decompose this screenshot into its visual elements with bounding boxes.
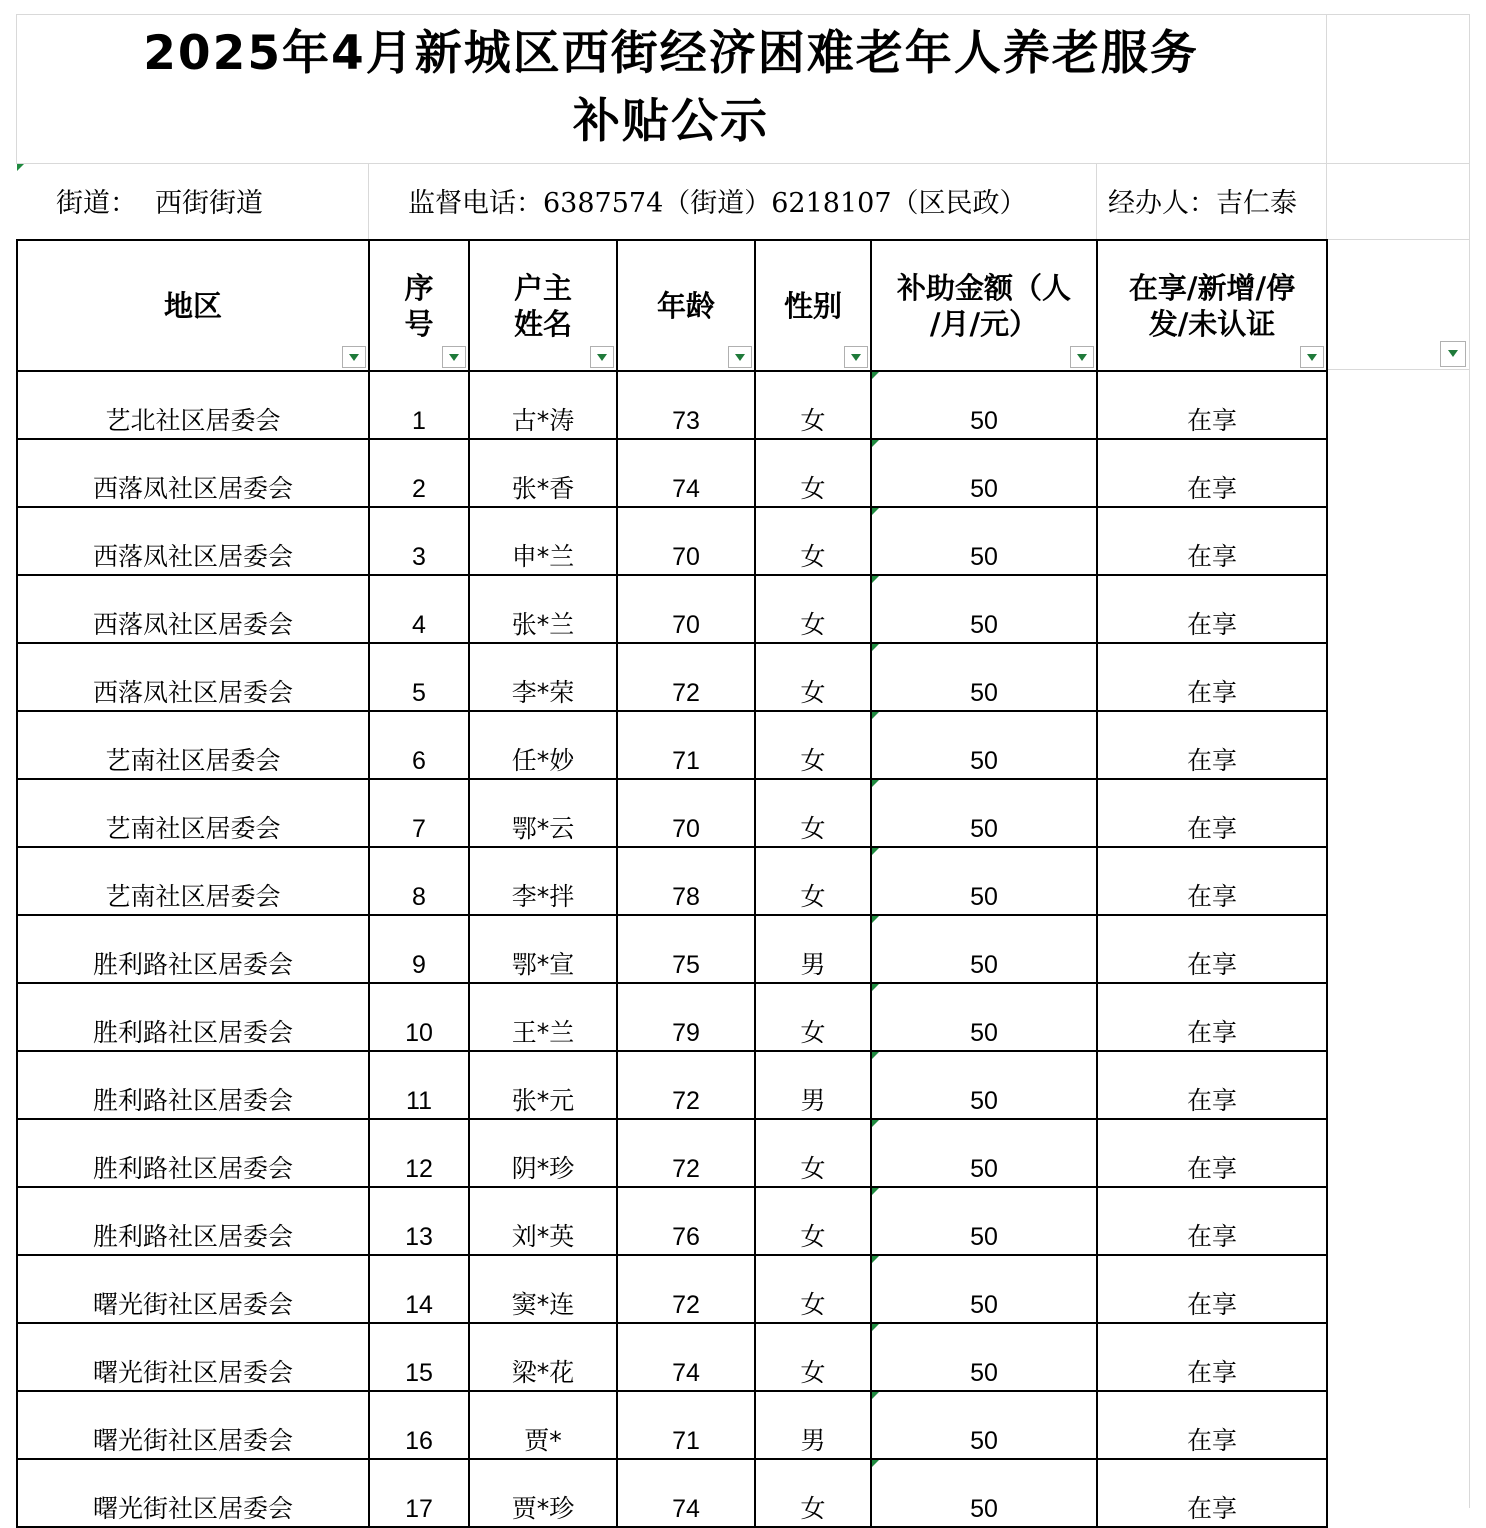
cell-amount[interactable]: 50 (871, 711, 1097, 779)
grid-line (1326, 14, 1327, 240)
cell-gender[interactable]: 女 (755, 439, 871, 507)
cell-name[interactable]: 申*兰 (469, 507, 617, 575)
cell-gender[interactable]: 女 (755, 711, 871, 779)
cell-gender[interactable]: 女 (755, 1255, 871, 1323)
cell-indicator-icon (872, 372, 879, 379)
cell-gender[interactable]: 男 (755, 1391, 871, 1459)
header-status: 在享/新增/停 发/未认证 (1097, 240, 1327, 371)
cell-serial[interactable]: 9 (369, 915, 469, 983)
header-age: 年龄 (617, 240, 755, 371)
cell-area[interactable]: 曙光街社区居委会 (17, 1255, 369, 1323)
cell-name[interactable]: 任*妙 (469, 711, 617, 779)
table-row (17, 1391, 1327, 1459)
cell-amount[interactable]: 50 (871, 1051, 1097, 1119)
cell-amount[interactable]: 50 (871, 507, 1097, 575)
cell-amount[interactable]: 50 (871, 371, 1097, 439)
cell-indicator-icon (872, 1256, 879, 1263)
cell-serial[interactable]: 16 (369, 1391, 469, 1459)
cell-indicator-icon (872, 1392, 879, 1399)
subsidy-table (16, 239, 1328, 1528)
filter-dropdown-icon[interactable] (844, 346, 868, 368)
header-amount: 补助金额（人 /月/元） (871, 240, 1097, 371)
cell-status[interactable]: 在享 (1097, 643, 1327, 711)
cell-name[interactable]: 刘*英 (469, 1187, 617, 1255)
cell-indicator-icon (872, 780, 879, 787)
cell-serial[interactable]: 1 (369, 371, 469, 439)
cell-status[interactable]: 在享 (1097, 847, 1327, 915)
cell-amount[interactable]: 50 (871, 1187, 1097, 1255)
grid-line (1326, 369, 1470, 370)
cell-area[interactable]: 胜利路社区居委会 (17, 1119, 369, 1187)
table-row (17, 1459, 1327, 1527)
cell-status[interactable]: 在享 (1097, 1323, 1327, 1391)
cell-name[interactable]: 贾* (469, 1391, 617, 1459)
cell-status[interactable]: 在享 (1097, 711, 1327, 779)
page-title (16, 20, 1326, 156)
cell-area[interactable]: 胜利路社区居委会 (17, 1051, 369, 1119)
cell-name[interactable]: 张*元 (469, 1051, 617, 1119)
cell-area[interactable]: 胜利路社区居委会 (17, 983, 369, 1051)
cell-status[interactable]: 在享 (1097, 1051, 1327, 1119)
cell-gender[interactable]: 女 (755, 1187, 871, 1255)
cell-amount[interactable]: 50 (871, 1119, 1097, 1187)
table-row (17, 1119, 1327, 1187)
cell-area[interactable]: 西落凤社区居委会 (17, 575, 369, 643)
cell-area[interactable]: 艺南社区居委会 (17, 711, 369, 779)
filter-dropdown-icon[interactable] (442, 346, 466, 368)
cell-gender[interactable]: 女 (755, 847, 871, 915)
cell-age[interactable]: 72 (617, 643, 755, 711)
cell-age[interactable]: 72 (617, 1051, 755, 1119)
table-row (17, 847, 1327, 915)
grid-line (1469, 14, 1470, 1508)
table-row (17, 711, 1327, 779)
cell-name[interactable]: 张*兰 (469, 575, 617, 643)
cell-area[interactable]: 胜利路社区居委会 (17, 915, 369, 983)
cell-indicator-icon (872, 508, 879, 515)
header-area: 地区 (17, 240, 369, 371)
cell-area[interactable]: 曙光街社区居委会 (17, 1459, 369, 1527)
header-row (17, 240, 1327, 371)
cell-amount[interactable]: 50 (871, 1391, 1097, 1459)
cell-amount[interactable]: 50 (871, 847, 1097, 915)
cell-area[interactable]: 艺南社区居委会 (17, 847, 369, 915)
cell-age[interactable]: 71 (617, 1391, 755, 1459)
header-gender: 性别 (755, 240, 871, 371)
cell-indicator-icon (872, 644, 879, 651)
cell-gender[interactable]: 女 (755, 575, 871, 643)
cell-age[interactable]: 74 (617, 1459, 755, 1527)
supervision-phone: 监督电话：6387574（街道）6218107（区民政） (408, 188, 1027, 219)
table-row (17, 1255, 1327, 1323)
table-row (17, 1051, 1327, 1119)
cell-age[interactable]: 72 (617, 1255, 755, 1323)
cell-serial[interactable]: 5 (369, 643, 469, 711)
cell-indicator-icon (872, 576, 879, 583)
cell-amount[interactable]: 50 (871, 983, 1097, 1051)
cell-area[interactable]: 曙光街社区居委会 (17, 1391, 369, 1459)
cell-area[interactable]: 胜利路社区居委会 (17, 1187, 369, 1255)
cell-amount[interactable]: 50 (871, 439, 1097, 507)
cell-indicator-icon (872, 1052, 879, 1059)
cell-age[interactable]: 73 (617, 371, 755, 439)
cell-age[interactable]: 70 (617, 779, 755, 847)
cell-status[interactable]: 在享 (1097, 1119, 1327, 1187)
cell-gender[interactable]: 女 (755, 983, 871, 1051)
table-row (17, 1187, 1327, 1255)
cell-name[interactable]: 张*香 (469, 439, 617, 507)
cell-amount[interactable]: 50 (871, 1459, 1097, 1527)
cell-age[interactable]: 76 (617, 1187, 755, 1255)
handler-info: 经办人：吉仁泰 (1108, 188, 1297, 219)
cell-serial[interactable]: 13 (369, 1187, 469, 1255)
cell-name[interactable]: 古*涛 (469, 371, 617, 439)
cell-serial[interactable]: 15 (369, 1323, 469, 1391)
cell-name[interactable]: 李*拌 (469, 847, 617, 915)
table-row (17, 575, 1327, 643)
cell-serial[interactable]: 11 (369, 1051, 469, 1119)
filter-dropdown-icon[interactable] (590, 346, 614, 368)
header-name: 户主 姓名 (469, 240, 617, 371)
cell-serial[interactable]: 8 (369, 847, 469, 915)
filter-dropdown-icon[interactable] (728, 346, 752, 368)
cell-gender[interactable]: 女 (755, 1323, 871, 1391)
cell-serial[interactable]: 6 (369, 711, 469, 779)
cell-indicator-icon (17, 164, 24, 171)
cell-area[interactable]: 西落凤社区居委会 (17, 507, 369, 575)
cell-serial[interactable]: 2 (369, 439, 469, 507)
cell-age[interactable]: 72 (617, 1119, 755, 1187)
cell-gender[interactable]: 女 (755, 507, 871, 575)
filter-dropdown-icon[interactable] (1440, 341, 1466, 367)
table-row (17, 439, 1327, 507)
cell-amount[interactable]: 50 (871, 1255, 1097, 1323)
cell-name[interactable]: 阴*珍 (469, 1119, 617, 1187)
grid-line (1096, 163, 1097, 239)
table-row (17, 779, 1327, 847)
cell-area[interactable]: 西落凤社区居委会 (17, 643, 369, 711)
cell-age[interactable]: 74 (617, 1323, 755, 1391)
filter-dropdown-icon[interactable] (1070, 346, 1094, 368)
title-line-1: 2025年4月新城区西街经济困难老年人养老服务 (143, 26, 1199, 81)
table-row (17, 1323, 1327, 1391)
cell-name[interactable]: 李*荣 (469, 643, 617, 711)
table-row (17, 915, 1327, 983)
cell-indicator-icon (872, 440, 879, 447)
cell-serial[interactable]: 3 (369, 507, 469, 575)
cell-amount[interactable]: 50 (871, 915, 1097, 983)
cell-area[interactable]: 艺北社区居委会 (17, 371, 369, 439)
cell-gender[interactable]: 男 (755, 1051, 871, 1119)
cell-amount[interactable]: 50 (871, 779, 1097, 847)
cell-status[interactable]: 在享 (1097, 1255, 1327, 1323)
cell-name[interactable]: 王*兰 (469, 983, 617, 1051)
cell-status[interactable]: 在享 (1097, 371, 1327, 439)
cell-serial[interactable]: 17 (369, 1459, 469, 1527)
cell-name[interactable]: 窦*连 (469, 1255, 617, 1323)
cell-area[interactable]: 西落凤社区居委会 (17, 439, 369, 507)
cell-gender[interactable]: 男 (755, 915, 871, 983)
street-label: 街道： (56, 188, 137, 219)
cell-indicator-icon (872, 1188, 879, 1195)
cell-indicator-icon (872, 1460, 879, 1467)
grid-line (16, 163, 1470, 164)
cell-gender[interactable]: 女 (755, 779, 871, 847)
cell-serial[interactable]: 10 (369, 983, 469, 1051)
cell-serial[interactable]: 12 (369, 1119, 469, 1187)
grid-line (16, 14, 1470, 15)
cell-name[interactable]: 鄂*宣 (469, 915, 617, 983)
cell-amount[interactable]: 50 (871, 1323, 1097, 1391)
table-row (17, 983, 1327, 1051)
cell-status[interactable]: 在享 (1097, 983, 1327, 1051)
cell-name[interactable]: 贾*珍 (469, 1459, 617, 1527)
cell-gender[interactable]: 女 (755, 1459, 871, 1527)
cell-status[interactable]: 在享 (1097, 779, 1327, 847)
cell-age[interactable]: 75 (617, 915, 755, 983)
grid-line (1326, 239, 1470, 240)
cell-indicator-icon (872, 1324, 879, 1331)
cell-age[interactable]: 70 (617, 575, 755, 643)
table-body (17, 371, 1327, 1527)
table-row (17, 507, 1327, 575)
header-serial: 序 号 (369, 240, 469, 371)
filter-dropdown-icon[interactable] (1300, 346, 1324, 368)
cell-indicator-icon (872, 712, 879, 719)
cell-name[interactable]: 梁*花 (469, 1323, 617, 1391)
cell-serial[interactable]: 7 (369, 779, 469, 847)
cell-indicator-icon (872, 916, 879, 923)
cell-status[interactable]: 在享 (1097, 439, 1327, 507)
cell-age[interactable]: 78 (617, 847, 755, 915)
cell-status[interactable]: 在享 (1097, 1187, 1327, 1255)
cell-name[interactable]: 鄂*云 (469, 779, 617, 847)
cell-indicator-icon (872, 1120, 879, 1127)
cell-status[interactable]: 在享 (1097, 915, 1327, 983)
street-info (56, 182, 263, 226)
cell-status[interactable]: 在享 (1097, 1459, 1327, 1527)
grid-line (368, 163, 369, 239)
cell-indicator-icon (872, 984, 879, 991)
cell-serial[interactable]: 14 (369, 1255, 469, 1323)
cell-age[interactable]: 70 (617, 507, 755, 575)
cell-age[interactable]: 79 (617, 983, 755, 1051)
cell-indicator-icon (872, 848, 879, 855)
cell-age[interactable]: 71 (617, 711, 755, 779)
cell-amount[interactable]: 50 (871, 643, 1097, 711)
cell-area[interactable]: 艺南社区居委会 (17, 779, 369, 847)
cell-gender[interactable]: 女 (755, 1119, 871, 1187)
cell-status[interactable]: 在享 (1097, 575, 1327, 643)
cell-age[interactable]: 74 (617, 439, 755, 507)
cell-gender[interactable]: 女 (755, 643, 871, 711)
cell-area[interactable]: 曙光街社区居委会 (17, 1323, 369, 1391)
cell-status[interactable]: 在享 (1097, 1391, 1327, 1459)
table-row (17, 371, 1327, 439)
filter-dropdown-icon[interactable] (342, 346, 366, 368)
cell-status[interactable]: 在享 (1097, 507, 1327, 575)
cell-amount[interactable]: 50 (871, 575, 1097, 643)
street-value: 西街街道 (155, 188, 263, 219)
cell-serial[interactable]: 4 (369, 575, 469, 643)
title-line-2: 补贴公示 (573, 94, 769, 149)
cell-gender[interactable]: 女 (755, 371, 871, 439)
table-row (17, 643, 1327, 711)
